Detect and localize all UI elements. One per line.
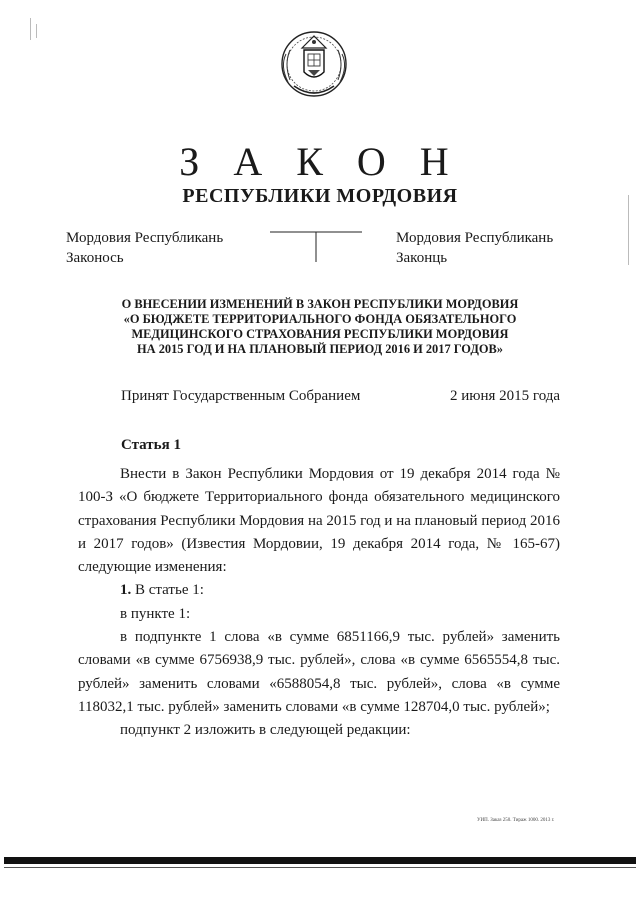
right-language-line: Мордовия Республикань (396, 230, 554, 246)
bottom-rule-thin (4, 867, 636, 868)
caption-line: «О БЮДЖЕТЕ ТЕРРИТОРИАЛЬНОГО ФОНДА ОБЯЗАТЕЛЬНОГО (123, 312, 517, 326)
article-paragraph (78, 579, 560, 602)
left-language-line: Законось (66, 250, 124, 266)
law-caption (100, 297, 540, 357)
article-paragraph: подпункт 2 изложить в следующей редакции: (120, 722, 411, 739)
caption-line: О ВНЕСЕНИИ ИЗМЕНЕНИЙ В ЗАКОН РЕСПУБЛИКИ МОРДОВИЯ (121, 297, 519, 311)
coat-of-arms-emblem (272, 20, 356, 104)
right-language-line: Законць (396, 250, 448, 266)
adoption-date: 2 июня 2015 года (450, 388, 561, 404)
item-number: 1. (120, 582, 132, 599)
article-body (78, 463, 560, 743)
right-language-header (396, 228, 553, 268)
article-paragraph-text: В статье 1: (135, 582, 204, 599)
caption-line: НА 2015 ГОД И НА ПЛАНОВЫЙ ПЕРИОД 2016 И 2017 ГОДОВ» (137, 342, 503, 356)
caption-line: МЕДИЦИНСКОГО СТРАХОВАНИЯ РЕСПУБЛИКИ МОРДОВИЯ (131, 327, 509, 341)
document-title: З А К О Н (179, 139, 461, 184)
document-subtitle: РЕСПУБЛИКИ МОРДОВИЯ (182, 185, 458, 207)
left-language-line: Мордовия Республикань (66, 230, 224, 246)
print-info: УИП. Заказ 250. Тираж 1000. 2013 г. (477, 818, 555, 823)
article-paragraph: Внести в Закон Республики Мордовия от 19 декабря 2014 года № 100-З «О бюджете Территориального фонда обязательного медицинского страхования Республики Мордовия на 2015 год и на плановый период 2016 и 2017 годов» (Известия Мордовии, 19 декабря 2014 года, № 165-67) следующие изменения: (78, 466, 560, 576)
header-bracket-divider (268, 226, 364, 266)
bottom-rule (4, 857, 636, 864)
scan-artifact (30, 18, 31, 40)
article-paragraph: в подпункте 1 слова «в сумме 6851166,9 тыс. рублей» заменить словами «в сумме 6756938,9 тыс. рублей», слова «в сумме 6565554,8 тыс. рублей» заменить словами «6588054,8 тыс. рублей», слова «в сумме 118032,1 тыс. рублей» заменить словами «в сумме 128704,0 тыс. рублей»; (78, 629, 560, 715)
left-language-header (66, 228, 223, 268)
scan-artifact (36, 24, 37, 38)
article-heading: Статья 1 (121, 437, 181, 453)
article-paragraph: в пункте 1: (120, 605, 191, 622)
adoption-label: Принят Государственным Собранием (121, 388, 361, 404)
